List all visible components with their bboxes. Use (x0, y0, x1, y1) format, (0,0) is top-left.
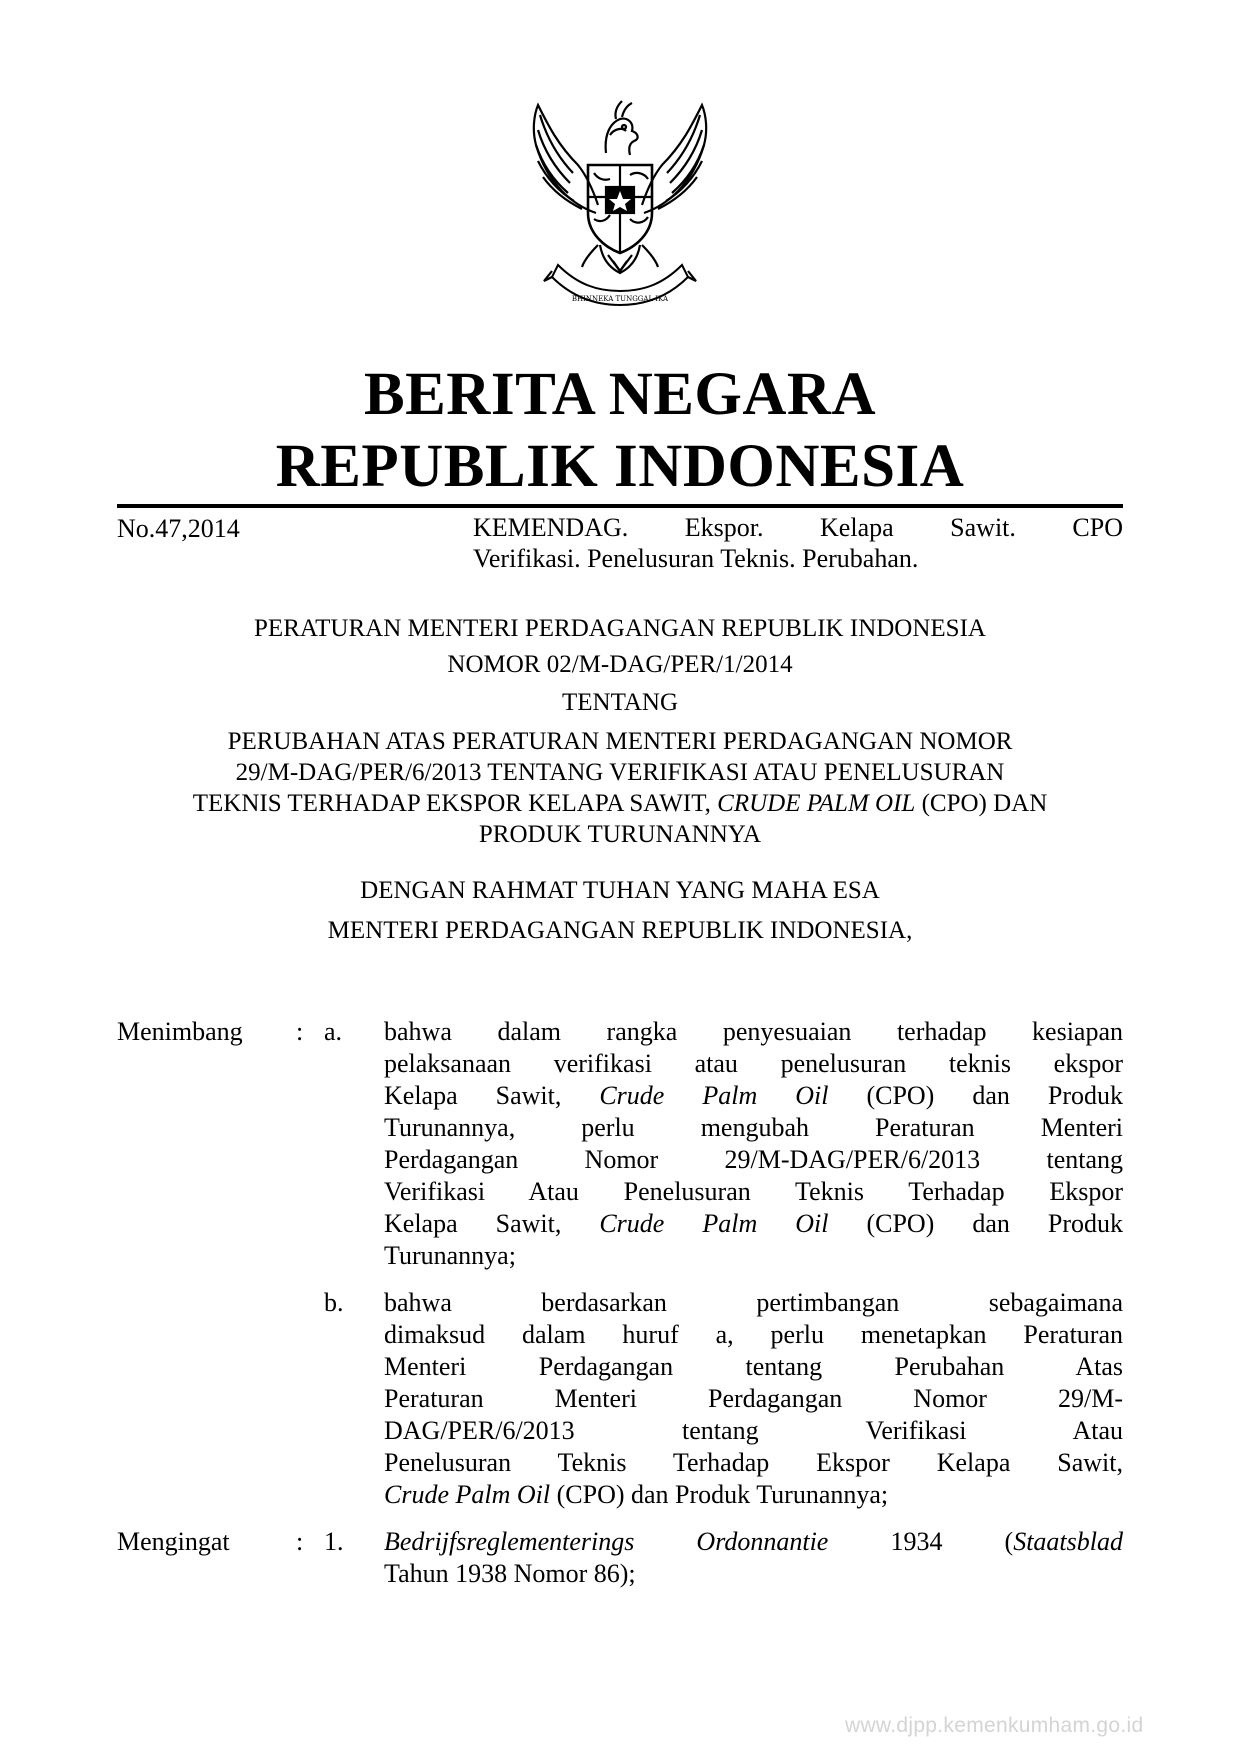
summary-line-2: Verifikasi. Penelusuran Teknis. Perubahan. (473, 544, 919, 573)
menimbang-a-line: Turunannya; (384, 1241, 516, 1270)
menimbang-item-b-marker: b. (324, 1288, 344, 1317)
svg-text:BHINNEKA TUNGGAL IKA: BHINNEKA TUNGGAL IKA (571, 295, 669, 303)
mengingat-1-line1: Bedrijfsreglementerings Ordonnantie 1934 (Staatsblad (384, 1527, 1123, 1556)
preamble-line2: MENTERI PERDAGANGAN REPUBLIK INDONESIA, (327, 917, 913, 944)
regulation-subject-line1: PERUBAHAN ATAS PERATURAN MENTERI PERDAGANGAN NOMOR (227, 728, 1013, 755)
mengingat-item-1-marker: 1. (324, 1527, 344, 1556)
menimbang-b-line: bahwa berdasarkan pertimbangan sebagaimana (384, 1288, 1123, 1317)
menimbang-a-line: Kelapa Sawit, Crude Palm Oil (CPO) dan Produk (384, 1209, 1123, 1238)
regulation-subject-line3: TEKNIS TERHADAP EKSPOR KELAPA SAWIT, CRUDE PALM OIL (CPO) DAN (192, 790, 1048, 817)
menimbang-a-line: pelaksanaan verifikasi atau penelusuran teknis ekspor (384, 1049, 1123, 1078)
gazette-title-line2: REPUBLIK INDONESIA (275, 433, 965, 500)
menimbang-b-line: Penelusuran Teknis Terhadap Ekspor Kelapa Sawit, (384, 1448, 1123, 1477)
menimbang-b-line: dimaksud dalam huruf a, perlu menetapkan Peraturan (384, 1320, 1123, 1349)
menimbang-b-line: Crude Palm Oil (CPO) dan Produk Turunannya; (384, 1480, 889, 1509)
regulation-number: NOMOR 02/M-DAG/PER/1/2014 (447, 651, 793, 678)
menimbang-colon: : (296, 1017, 304, 1046)
regulation-tentang: TENTANG (561, 689, 679, 716)
mengingat-colon: : (296, 1527, 304, 1556)
menimbang-item-a-marker: a. (324, 1017, 343, 1046)
menimbang-b-line: Menteri Perdagangan tentang Perubahan Atas (384, 1352, 1123, 1381)
menimbang-b-line: Peraturan Menteri Perdagangan Nomor 29/M- (384, 1384, 1123, 1413)
garuda-emblem (518, 95, 722, 310)
title-divider (117, 504, 1123, 508)
mengingat-label: Mengingat (117, 1527, 230, 1556)
regulation-subject-line4: PRODUK TURUNANNYA (478, 821, 762, 848)
mengingat-1-line2: Tahun 1938 Nomor 86); (384, 1559, 636, 1588)
menimbang-a-line: Perdagangan Nomor 29/M-DAG/PER/6/2013 tentang (384, 1145, 1123, 1174)
menimbang-a-line: bahwa dalam rangka penyesuaian terhadap kesiapan (384, 1017, 1123, 1046)
menimbang-label: Menimbang (117, 1017, 243, 1046)
preamble-line1: DENGAN RAHMAT TUHAN YANG MAHA ESA (360, 877, 880, 904)
regulation-subject-line2: 29/M-DAG/PER/6/2013 TENTANG VERIFIKASI ATAU PENELUSURAN (235, 759, 1005, 786)
menimbang-a-line: Turunannya, perlu mengubah Peraturan Menteri (384, 1113, 1123, 1142)
gazette-title-line1: BERITA NEGARA (363, 361, 877, 428)
regulation-title: PERATURAN MENTERI PERDAGANGAN REPUBLIK INDONESIA (254, 615, 986, 642)
menimbang-a-line: Kelapa Sawit, Crude Palm Oil (CPO) dan Produk (384, 1081, 1123, 1110)
gazette-number: No.47,2014 (117, 514, 240, 543)
menimbang-a-line: Verifikasi Atau Penelusuran Teknis Terhadap Ekspor (384, 1177, 1123, 1206)
source-watermark: www.djpp.kemenkumham.go.id (845, 1714, 1144, 1737)
menimbang-b-line: DAG/PER/6/2013 tentang Verifikasi Atau (384, 1416, 1123, 1445)
summary-line-1: KEMENDAG. Ekspor. Kelapa Sawit. CPO (473, 513, 1123, 542)
